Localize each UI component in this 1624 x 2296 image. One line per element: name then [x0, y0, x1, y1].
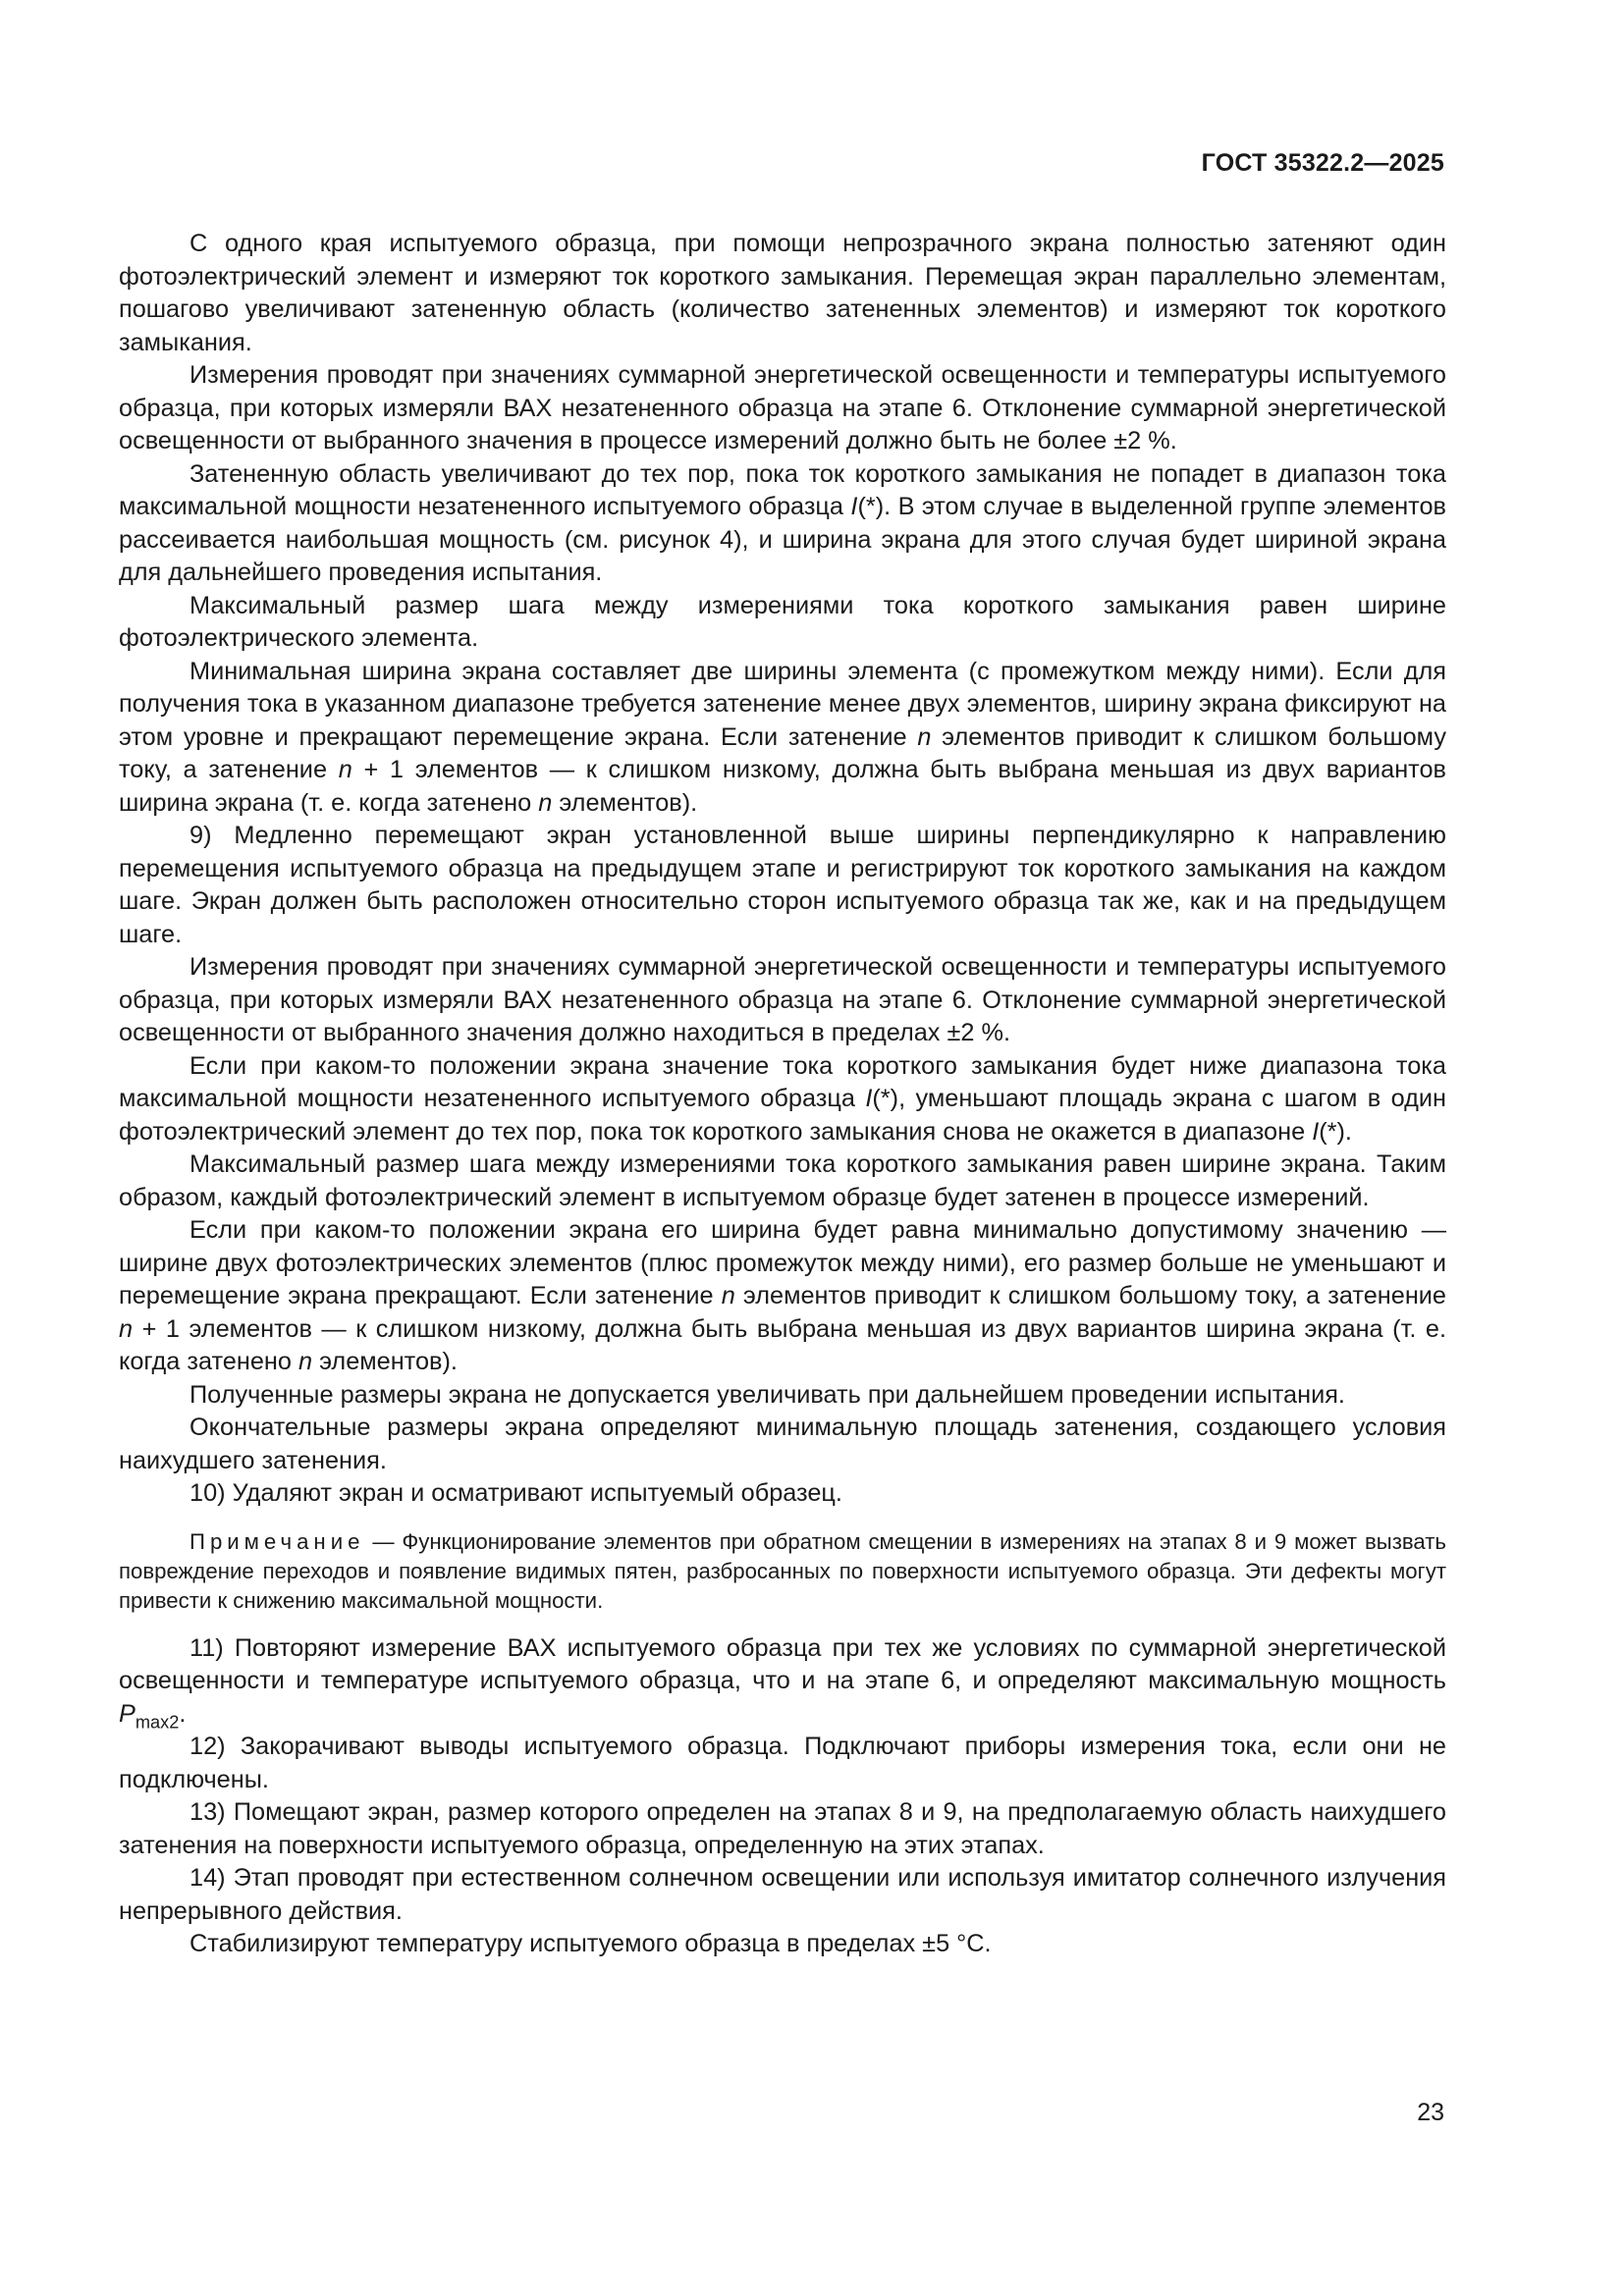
note-label: Примечание — [189, 1528, 365, 1554]
paragraph — [119, 1412, 1446, 1477]
text-run: Измерения проводят при значениях суммарной энергетической освещенности и температуры испытуемого образца, при которых измеряли ВАХ незатененного образца на этапе 6. Отклонение суммарной энергетической освещенности от выбранного значения должно находиться в пределах ±2 %. — [119, 953, 1446, 1046]
text-run: элементов приводит к слишком большому току, а затенение — [119, 722, 1447, 783]
italic-symbol: n — [538, 788, 553, 817]
text-run: Минимальная ширина экрана составляет две ширины элемента (с промежутком между ними). Если для получения тока в указанном диапазоне требуется затенение менее двух элементов, ширину экрана фиксируют на этом уровне и прекращают перемещение экрана. Если затенение — [119, 657, 1446, 751]
paragraph — [119, 1928, 1446, 1961]
text-run: Измерения проводят при значениях суммарной энергетической освещенности и температуры испытуемого образца, при которых измеряли ВАХ незатененного образца на этапе 6. Отклонение суммарной энергетической освещенности от выбранного значения в процессе измерений должно быть не более ±2 %. — [119, 361, 1446, 454]
italic-symbol: n — [917, 722, 932, 751]
paragraph — [119, 1148, 1446, 1214]
italic-symbol: I — [850, 493, 858, 520]
text-run: Если при каком-то положении экрана его ширина будет равна минимально допустимому значению — ширине двух фотоэлектрических элементов (плюс промежуток между ними), его размер больше не уменьшают и перемещение экрана прекращают. Если затенение — [119, 1216, 1446, 1309]
text-run: . — [179, 1699, 187, 1728]
italic-symbol: n — [119, 1314, 134, 1343]
paragraph — [119, 590, 1446, 656]
text-run: Окончательные размеры экрана определяют минимальную площадь затенения, создающего условия наихудшего затенения. — [119, 1414, 1446, 1474]
paragraph — [119, 1050, 1446, 1149]
text-run: Затененную область увеличивают до тех пор, пока ток короткого замыкания не попадет в диапазон тока максимальной мощности незатененного испытуемого образца — [119, 459, 1446, 520]
paragraph — [119, 1731, 1446, 1796]
text-run: Максимальный размер шага между измерениями тока короткого замыкания равен ширине экрана. Таким образом, каждый фотоэлектрический элемент в испытуемом образце будет затенен в процессе измерений. — [119, 1150, 1446, 1211]
text-run: 10) Удаляют экран и осматривают испытуемый образец. — [189, 1479, 842, 1507]
text-run: Максимальный размер шага между измерениями тока короткого замыкания равен ширине фотоэлектрического элемента. — [119, 591, 1446, 652]
text-run: 13) Помещают экран, размер которого определен на этапах 8 и 9, на предполагаемую область наихудшего затенения на поверхности испытуемого образца, определенную на этих этапах. — [119, 1798, 1446, 1859]
text-run: 9) Медленно перемещают экран установленной выше ширины перпендикулярно к направлению перемещения испытуемого образца на предыдущем этапе и регистрируют ток короткого замыкания на каждом шаге. Экран должен быть расположен относительно сторон испытуемого образца так же, как и на предыдущем шаге. — [119, 822, 1446, 948]
document-header: ГОСТ 35322.2—2025 — [1201, 149, 1444, 177]
paragraph — [119, 1379, 1446, 1413]
paragraph — [119, 1214, 1446, 1379]
page-number: 23 — [1417, 2099, 1444, 2126]
text-run: + 1 элементов — к слишком низкому, должна быть выбрана меньшая из двух вариантов ширина экрана (т. е. когда затенено — [119, 1314, 1446, 1375]
paragraph — [119, 1796, 1446, 1862]
paragraph — [119, 359, 1446, 458]
italic-symbol: I — [1312, 1117, 1320, 1146]
text-run: С одного края испытуемого образца, при помощи непрозрачного экрана полностью затеняют один фотоэлектрический элемент и измеряют ток короткого замыкания. Перемещая экран параллельно элементам, пошагово увеличивают затененную область (количество затененных элементов) и измеряют ток короткого замыкания. — [119, 230, 1446, 356]
text-run: Если при каком-то положении экрана значение тока короткого замыкания будет ниже диапазона тока максимальной мощности незатененного испытуемого образца — [119, 1051, 1446, 1112]
text-run: 14) Этап проводят при естественном солнечном освещении или используя имитатор солнечного излучения непрерывного действия. — [119, 1864, 1446, 1925]
text-run: элементов приводит к слишком большому току, а затенение — [734, 1282, 1446, 1309]
note-paragraph — [119, 1527, 1446, 1616]
text-run: 12) Закорачивают выводы испытуемого образца. Подключают приборы измерения тока, если они не подключены. — [119, 1733, 1446, 1793]
text-run: (*). В этом случае в выделенной группе элементов рассеивается наибольшая мощность (см. рисунок 4), и ширина экрана для этого случая будет шириной экрана для дальнейшего проведения испытания. — [119, 493, 1446, 586]
paragraph — [119, 228, 1446, 359]
paragraph — [119, 458, 1446, 590]
text-run: (*). — [1319, 1117, 1352, 1146]
text-run: элементов). — [552, 788, 698, 817]
text-run: 11) Повторяют измерение ВАХ испытуемого образца при тех же условиях по суммарной энергетической освещенности и температуре испытуемого образца, что и на этапе 6, и определяют максимальную мощность — [119, 1633, 1446, 1694]
text-run: + 1 элементов — к слишком низкому, должна быть выбрана меньшая из двух вариантов ширина экрана (т. е. когда затенено — [119, 756, 1446, 817]
italic-symbol: I — [865, 1085, 873, 1112]
paragraph — [119, 1477, 1446, 1511]
paragraph — [119, 656, 1446, 821]
italic-symbol: P — [119, 1699, 135, 1728]
text-run: элементов). — [312, 1348, 458, 1375]
paragraph — [119, 1632, 1446, 1732]
text-run: Полученные размеры экрана не допускается увеличивать при дальнейшем проведении испытания. — [189, 1380, 1345, 1409]
subscript: max2 — [135, 1711, 180, 1732]
text-run: (*), уменьшают площадь экрана с шагом в один фотоэлектрический элемент до тех пор, пока ток короткого замыкания снова не окажется в диапазоне — [119, 1085, 1446, 1146]
italic-symbol: n — [298, 1348, 313, 1375]
paragraph — [119, 951, 1446, 1050]
paragraph — [119, 820, 1446, 951]
italic-symbol: n — [338, 756, 352, 783]
italic-symbol: n — [721, 1282, 735, 1309]
document-body — [119, 228, 1446, 1961]
text-run: Стабилизируют температуру испытуемого образца в пределах ±5 °С. — [189, 1930, 992, 1957]
paragraph — [119, 1862, 1446, 1928]
text-run: — Функционирование элементов при обратном смещении в измерениях на этапах 8 и 9 может вызвать повреждение переходов и появление видимых пятен, разбросанных по поверхности испытуемого образца. Эти дефекты могут привести к снижению максимальной мощности. — [119, 1528, 1446, 1613]
